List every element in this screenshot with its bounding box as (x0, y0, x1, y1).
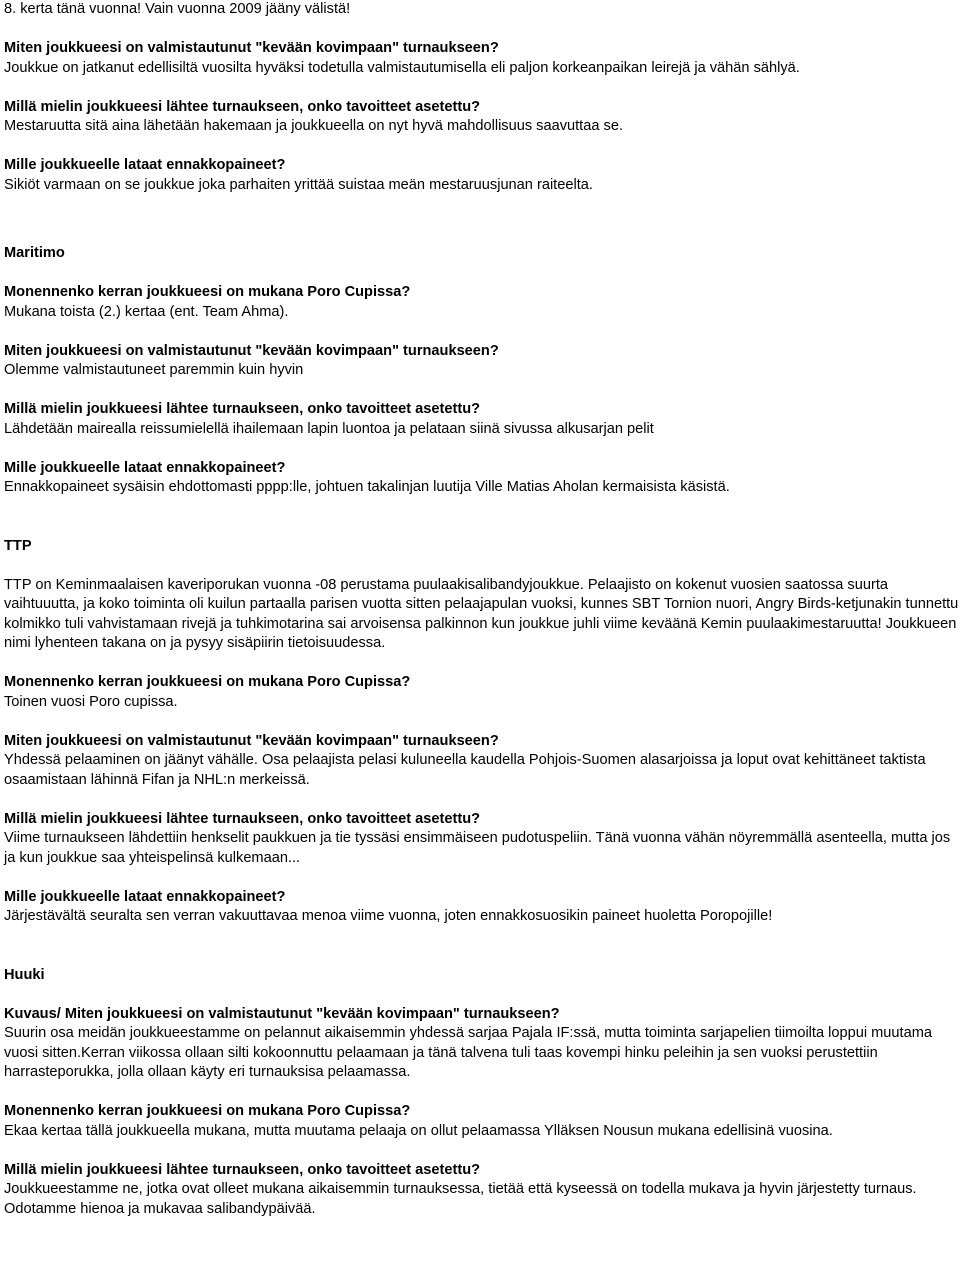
question-prepared: Kuvaus/ Miten joukkueesi on valmistautunut "kevään kovimpaan" turnaukseen? (4, 1005, 560, 1022)
question-times: Monennenko kerran joukkueesi on mukana Poro Cupissa? (4, 1103, 411, 1119)
question-mood: Millä mielin joukkueesi lähtee turnaukseen, onko tavoitteet asetettu? (4, 810, 481, 827)
question-favourite: Mille joukkueelle lataat ennakkopaineet? (4, 459, 286, 476)
answer-times-prev: 8. kerta tänä vuonna! Vain vuonna 2009 jääny välistä! (4, 1, 351, 17)
question-prepared: Miten joukkueesi on valmistautunut "kevään kovimpaan" turnaukseen? (4, 732, 499, 749)
answer-mood: Viime turnaukseen lähdettiin henkselit paukkuen ja tie tyssäsi ensimmäiseen pudotuspeliin. Tänä vuonna vähän nöyremmällä asenteella, mutta jos ja kun joukkue saa yhteispelinsä kulkemaan... (4, 830, 951, 866)
question-prepared: Miten joukkueesi on valmistautunut "kevään kovimpaan" turnaukseen? (4, 40, 499, 56)
answer-prepared: Joukkue on jatkanut edellisiltä vuosilta hyväksi todetulla valmistautumisella eli paljon korkeanpaikan leirejä ja vähän sählyä. (4, 59, 800, 76)
answer-favourite: Sikiöt varmaan on se joukkue joka parhaiten yrittää suistaa meän mestaruusjunan raiteelta. (4, 176, 593, 193)
question-times: Monennenko kerran joukkueesi on mukana Poro Cupissa? (4, 674, 411, 690)
team-heading-huuki: Huuki (4, 966, 45, 983)
answer-prepared: Suurin osa meidän joukkueestamme on pelannut aikaisemmin yhdessä sarjaa Pajala IF:ssä, mutta toiminta sarjapelien tiimoilta loppui muutama vuosi sitten.Kerran viikossa ollaan silti kokoonnuttu pelaamaan ja tänä talvena tuli taas kovempi hinku peleihin ja sen vuoksi perustettiin harrasteporukka, jolla ollaan käyty eri turnauksisa pelaamassa. (4, 1025, 932, 1080)
answer-mood: Lähdetään mairealla reissumielellä ihailemaan lapin luontoa ja pelataan siinä sivussa alkusarjan pelit (4, 420, 654, 437)
question-favourite: Mille joukkueelle lataat ennakkopaineet? (4, 157, 286, 173)
question-mood: Millä mielin joukkueesi lähtee turnaukseen, onko tavoitteet asetettu? (4, 98, 481, 115)
question-mood: Millä mielin joukkueesi lähtee turnaukseen, onko tavoitteet asetettu? (4, 1161, 481, 1178)
answer-prepared: Olemme valmistautuneet paremmin kuin hyvin (4, 362, 304, 378)
team-heading-maritimo: Maritimo (4, 245, 65, 261)
question-mood: Millä mielin joukkueesi lähtee turnaukseen, onko tavoitteet asetettu? (4, 401, 481, 417)
question-prepared: Miten joukkueesi on valmistautunut "kevään kovimpaan" turnaukseen? (4, 342, 499, 359)
answer-times: Toinen vuosi Poro cupissa. (4, 693, 178, 710)
answer-mood: Joukkueestamme ne, jotka ovat olleet mukana aikaisemmin turnauksessa, tietää että kyseessä on todella mukava ja hyvin järjestetty turnaus. Odotamme hienoa ja mukavaa salibandypäivää. (4, 1181, 917, 1217)
team-description: TTP on Keminmaalaisen kaveriporukan vuonna -08 perustama puulaakisalibandyjoukkue. Pelaajisto on kokenut vuosien saatossa suurta vaihtuuutta, ja koko toiminta oli kuilun partaalla parisen vuotta sitten pelaajapulan vuoksi, kunnes SBT Tornion nuori, Angry Birds-ketjunakin tunnettu kolmikko tuli vahvistamaan rivejä ja tuhkimotarina sai arvoisensa palkinnon kun joukkue juhli viime keväänä Kemin puulaakimestaruutta! Joukkueen nimi lyhenteen takana on ja pysyy sisäpiirin tietoisuudessa. (4, 576, 959, 651)
answer-mood: Mestaruutta sitä aina lähetään hakemaan ja joukkueella on nyt hyvä mahdollisuus saavuttaa se. (4, 118, 623, 134)
answer-favourite: Järjestävältä seuralta sen verran vakuuttavaa menoa viime vuonna, joten ennakkosuosikin paineet huoletta Poropojille! (4, 908, 773, 924)
team-heading-ttp: TTP (4, 537, 32, 554)
answer-prepared: Yhdessä pelaaminen on jäänyt vähälle. Osa pelaajista pelasi kuluneella kaudella Pohjois-Suomen alasarjoissa ja loput ovat kehittäneet taktista osaamistaan lähinnä Fifan ja NHL:n merkeissä. (4, 752, 926, 788)
question-times: Monennenko kerran joukkueesi on mukana Poro Cupissa? (4, 284, 411, 300)
question-favourite: Mille joukkueelle lataat ennakkopaineet? (4, 888, 286, 905)
answer-times: Mukana toista (2.) kertaa (ent. Team Ahma). (4, 303, 289, 320)
answer-times: Ekaa kertaa tällä joukkueella mukana, mutta muutama pelaaja on ollut pelaamassa Ylläksen Nousun mukana edellisinä vuosina. (4, 1122, 833, 1139)
answer-favourite: Ennakkopaineet sysäisin ehdottomasti pppp:lle, johtuen takalinjan luutija Ville Matias Aholan kermaisista käsistä. (4, 479, 730, 495)
